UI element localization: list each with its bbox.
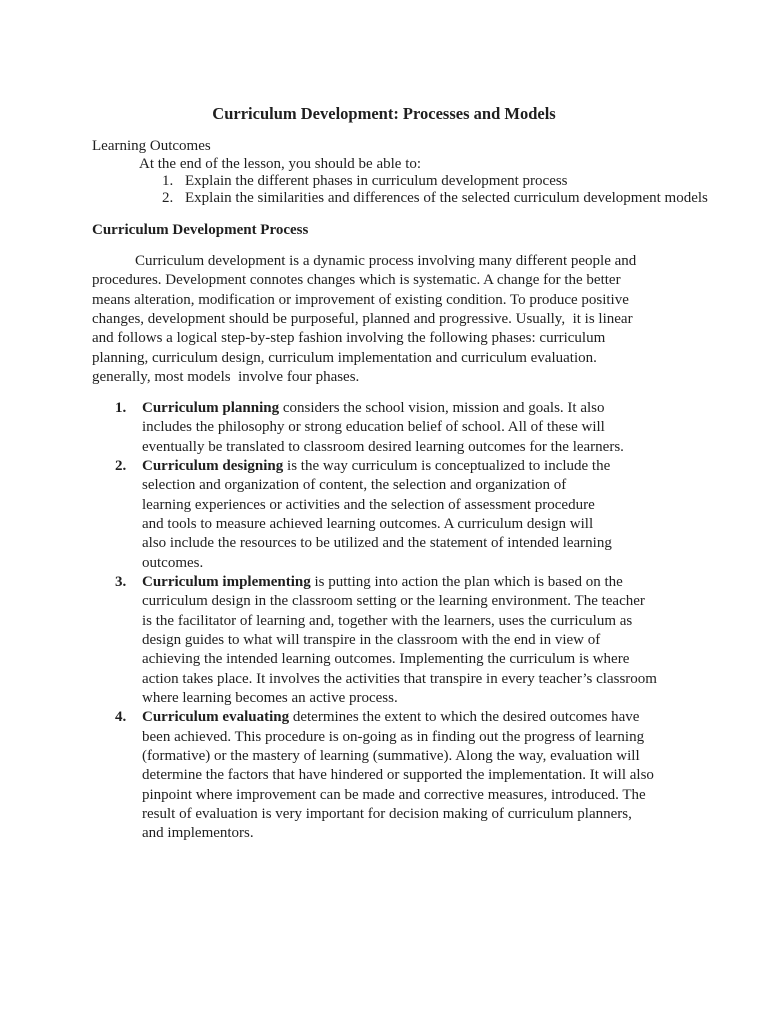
document-title: Curriculum Development: Processes and Models bbox=[212, 104, 556, 123]
paragraph-line: procedures. Development connotes changes which is systematic. A change for the better bbox=[92, 272, 621, 289]
phase-line: design guides to what will transpire in the classroom with the end in view of bbox=[142, 631, 601, 648]
phase-list bbox=[92, 399, 657, 844]
paragraph-line: planning, curriculum design, curriculum implementation and curriculum evaluation. bbox=[92, 349, 597, 366]
phase-term: Curriculum designing bbox=[142, 457, 284, 474]
phase-line: Curriculum implementing is putting into action the plan which is based on the bbox=[142, 573, 623, 590]
learning-outcomes-list bbox=[92, 173, 708, 206]
phase-line: and tools to measure achieved learning outcomes. A curriculum design will bbox=[142, 515, 594, 532]
phase-line: where learning becomes an active process. bbox=[142, 689, 398, 706]
phase-line: selection and organization of content, the selection and organization of bbox=[142, 477, 567, 494]
phase-term: Curriculum planning bbox=[142, 400, 280, 416]
section-heading: Curriculum Development Process bbox=[92, 222, 309, 238]
phase-line: been achieved. This procedure is on-going as in finding out the progress of learning bbox=[142, 728, 645, 745]
phase-line: learning experiences or activities and the selection of assessment procedure bbox=[142, 496, 595, 513]
phase-line: and implementors. bbox=[142, 825, 254, 842]
phase-item bbox=[92, 457, 657, 573]
phase-line: result of evaluation is very important for decision making of curriculum planners, bbox=[142, 805, 632, 822]
outcome-text: Explain the similarities and differences of the selected curriculum development models bbox=[185, 189, 708, 206]
outcome-number: 1. bbox=[162, 173, 174, 189]
phase-line: Curriculum planning considers the school vision, mission and goals. It also bbox=[142, 400, 605, 416]
phase-number: 2. bbox=[115, 457, 127, 474]
phase-number: 3. bbox=[115, 573, 127, 590]
phase-line: Curriculum evaluating determines the extent to which the desired outcomes have bbox=[142, 709, 640, 726]
phase-line: action takes place. It involves the activities that transpire in every teacher’s classroom bbox=[142, 670, 657, 687]
learning-outcomes-block bbox=[92, 138, 708, 206]
phase-line: is the facilitator of learning and, together with the learners, uses the curriculum as bbox=[142, 612, 633, 629]
phase-line: also include the resources to be utilized and the statement of intended learning bbox=[142, 535, 612, 552]
phase-number: 4. bbox=[115, 709, 127, 726]
learning-outcome-item bbox=[92, 173, 708, 190]
paragraph-line: means alteration, modification or improvement of existing condition. To produce positive bbox=[92, 291, 629, 308]
phase-line: outcomes. bbox=[142, 554, 204, 571]
phase-number: 1. bbox=[115, 400, 127, 416]
phase-line: Curriculum designing is the way curriculum is conceptualized to include the bbox=[142, 457, 611, 474]
phase-line: determine the factors that have hindered or supported the implementation. It will also bbox=[142, 767, 654, 784]
learning-outcome-item bbox=[92, 190, 708, 207]
learning-outcomes-intro: At the end of the lesson, you should be able to: bbox=[139, 156, 422, 172]
phase-item bbox=[92, 573, 657, 708]
paragraph-line: generally, most models involve four phases. bbox=[92, 368, 360, 385]
body-paragraph bbox=[92, 252, 636, 387]
phase-line: eventually be translated to classroom desired learning outcomes for the learners. bbox=[142, 438, 624, 455]
outcome-text: Explain the different phases in curriculum development process bbox=[185, 173, 568, 189]
paragraph-line: Curriculum development is a dynamic process involving many different people and bbox=[135, 253, 637, 269]
phase-line: achieving the intended learning outcomes. Implementing the curriculum is where bbox=[142, 651, 630, 668]
phase-term: Curriculum implementing bbox=[142, 573, 311, 590]
phase-item bbox=[92, 708, 657, 843]
paragraph-line: changes, development should be purposeful, planned and progressive. Usually, it is linear bbox=[92, 310, 633, 327]
phase-line: (formative) or the mastery of learning (summative). Along the way, evaluation will bbox=[142, 747, 640, 764]
outcome-number: 2. bbox=[162, 189, 174, 206]
phase-line: pinpoint where improvement can be made and corrective measures, introduced. The bbox=[142, 786, 646, 803]
learning-outcomes-heading: Learning Outcomes bbox=[92, 138, 211, 154]
phase-line: includes the philosophy or strong education belief of school. All of these will bbox=[142, 419, 605, 436]
phase-term: Curriculum evaluating bbox=[142, 709, 290, 726]
phase-item bbox=[92, 399, 657, 457]
phase-line: curriculum design in the classroom setting or the learning environment. The teacher bbox=[142, 593, 645, 610]
paragraph-line: and follows a logical step-by-step fashion involving the following phases: curriculum bbox=[92, 330, 606, 347]
